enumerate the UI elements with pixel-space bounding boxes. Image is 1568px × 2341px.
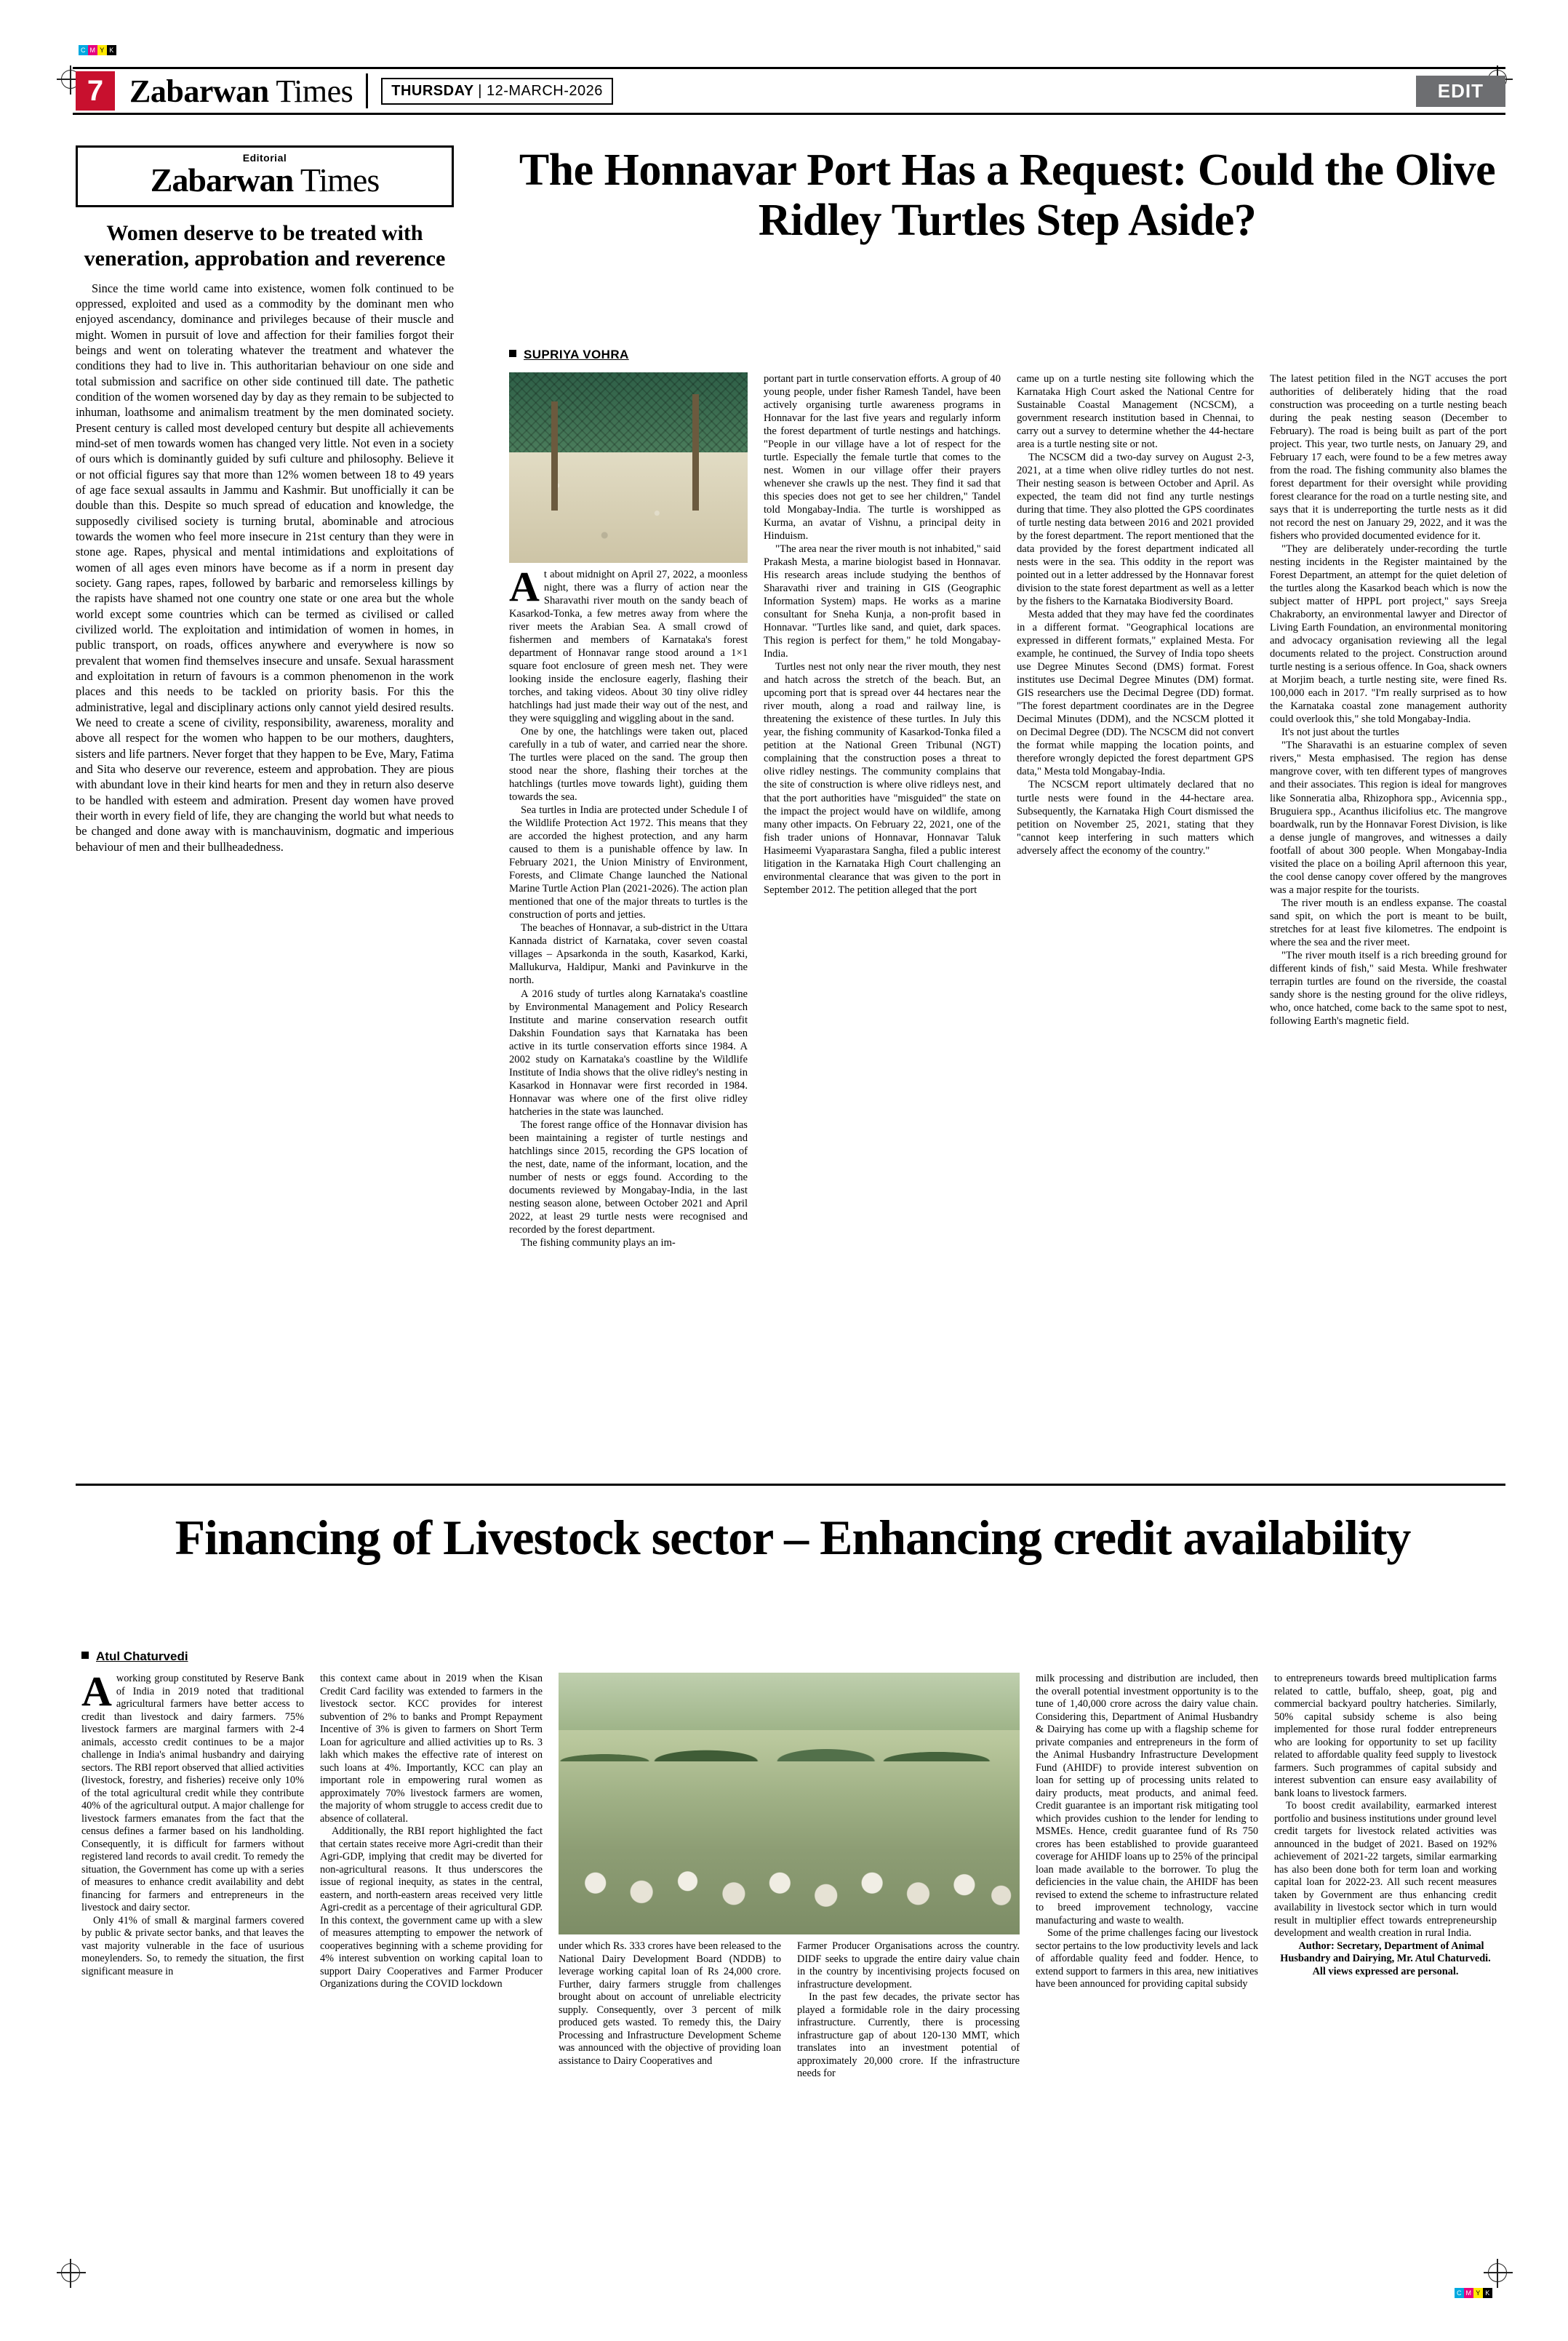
article2-c4-p2: In the past few decades, the private sector has played a formidable role in the dairy processing infrastructure. Currently, there is processing infrastructure gap of about 120-130 MMT, which translates into an investment potential of approximately 20,000 crore. If the infrastructure needs for — [797, 1991, 1020, 2079]
article1-c2-p2: "The area near the river mouth is not inhabited," said Prakash Mesta, a marine biologist based in Honnavar. His research areas include studying the benthos of Sharavathi river and training in GIS (Geographic Information System) maps. He works as a marine consultant for Sneha Kunja, a non-profit based in Honnavar. "Turtles like sand, and quiet, dark spaces. This region is perfect for them," he told Mongabay-India. — [764, 543, 1001, 660]
article2-c3-p1: under which Rs. 333 crores have been released to the National Dairy Development Board (NDDB) to leverage working capital loan of Rs 24,000 crore. Further, dairy farmers struggle from challenges brought about on account of unreliable electricity supply. Consequently, over 3 percent of milk produced gets wasted. To remedy this, the Dairy Processing and Infrastructure Development Scheme was announced with the objective of providing loan assistance to Dairy Cooperatives and — [559, 1940, 781, 2067]
masthead-date — [381, 78, 613, 105]
article2-author-note: Author: Secretary, Department of Animal Husbandry and Dairying, Mr. Atul Chaturvedi. All views expressed are personal. — [1280, 1940, 1491, 1977]
mesh-net-region — [509, 372, 748, 460]
article1-c3-p4: The NCSCM report ultimately declared that no turtle nests were found in the 44-hectare area. Subsequently, the Karnataka High Court dismissed the petition on November 25, 2021, stating that they "cannot keep interfering in such matters which adversely affect the economy of the country." — [1017, 779, 1254, 857]
article2-byline — [81, 1649, 188, 1664]
article1-p3: Sea turtles in India are protected under Schedule I of the Wildlife Protection Act 1972. This means that they are accorded the highest protection, and any harm caused to them is a punishable offence by law. In February 2021, the Union Ministry of Environment, Forests, and Climate Change launched the National Marine Turtle Action Plan (2021-2026). The action plan mentioned that one of the major threats to turtles is the construction of ports and jetties. — [509, 804, 748, 921]
article1-p2: One by one, the hatchlings were taken out, placed carefully in a tub of water, and carried near the shore. The turtles were placed on the sand. The group then stood near the shore, flashing their torches at the hatchlings (turtles move towards light), guiding them towards the sea. — [509, 726, 748, 804]
masthead — [73, 67, 1505, 115]
article1-column-1 — [509, 372, 748, 1249]
masthead-title — [129, 73, 353, 110]
cmyk-c: C — [1455, 2288, 1464, 2298]
article1-c4-p1: The latest petition filed in the NGT accuses the port authorities of deliberately hiding that the road construction was proceeding on a turtle nesting beach during the peak nesting season (December to February). The road is being built as part of the port project. This year, two turtle nests, on January 29, and February 17 each, were found to be a few metres away from the road. The fishing community also blames the forest department for their oversight while providing forest clearance for the road on a turtle nesting site, and says that it is underreporting the turtle nests as it did not record the nest on January 29, 2022, and it was the fishers who provided documented evidence for it. — [1270, 373, 1507, 543]
cmyk-badge-bottom — [1455, 2288, 1492, 2298]
masthead-title-light: Times — [276, 73, 353, 109]
article2-center-subcolumns — [559, 1940, 1020, 2081]
cmyk-m: M — [88, 45, 97, 55]
cmyk-m: M — [1464, 2288, 1473, 2298]
article2-column-1 — [81, 1668, 304, 2081]
page-number: 7 — [76, 71, 115, 111]
sand-region — [509, 452, 748, 563]
article1-p5: A 2016 study of turtles along Karnataka's coastline by Environmental Management and Policy Research Institute and marine conservation research outfit Dakshin Foundation says that Karnataka has been active in its turtle conservation efforts since 1984. A 2002 study on Karnataka's coastline by the Wildlife Institute of India shows that the olive ridley's nesting in Kasarkod in Honnavar were first recorded in 1984. Honnavar was where one of the first olive ridley hatcheries in the state was launched. — [509, 988, 748, 1118]
article1-c2-p1: portant part in turtle conservation efforts. A group of 40 young people, under fisher Ramesh Tandel, have been actively organising turtle awareness programs in Honnavar for the last five years and regularly inform the forest department of turtle nestings and hatchings. "People in our village have a lot of respect for the turtle. Especially the female turtle that comes to the nest. Women in our village offer their prayers whenever she crawls up the nest. They find it sad that this species does not get to see her children," Tandel told Mongabay-India. The turtle is worshipped as Kurma, an avatar of Vishnu, a principal deity in Hinduism. — [764, 373, 1001, 543]
article1-c4-p5: The river mouth is an endless expanse. The coastal sand spit, on which the port is meant to be built, stretches for at least five kilometres. The endpoint is where the sea and the river meet. — [1270, 897, 1507, 948]
editorial-logo-light: Times — [300, 161, 380, 199]
cmyk-k: K — [1483, 2288, 1492, 2298]
article1-column-2 — [764, 372, 1001, 1249]
article2-c6-p1: to entrepreneurs towards breed multiplication farms related to cattle, buffalo, sheep, goat, pig and commercial backyard poultry hatcheries. Similarly, 50% capital subsidy scheme is also being implemented for those rural fodder entrepreneurs who are looking for opportunity to set up facility related to affordable quality feed supply to livestock farmers. Such programmes of capital subsidy and interest subvention can ensure easy availability of bank loans to livestock farmers. — [1274, 1673, 1497, 1799]
article1-c2-p3: Turtles nest not only near the river mouth, they nest and hatch across the stretch of the beach. But, an upcoming port that is spread over 44 hectares near the river mouth, along a road and railway line, is threatening the existence of these turtles. In July this year, the fishing community of Kasarkod-Tonka filed a petition at the National Green Tribunal (NGT) complaining that the construction poses a threat to olive ridley nestings. The community complains that the site of construction is where olive ridleys nest, and that the port authorities have "misguided" the state on the impact the project would have on wildlife, among many other impacts. On February 22, 2021, one of the fish trader unions of Honnavar, Honnavar Taluk Hasimeemi Vyaparastara Sangha, filed a public interest litigation in the Karnataka High Court challenging an environmental clearance that was given to the port in September 2012. The petition alleged that the port — [764, 661, 1001, 896]
article2-column-4 — [797, 1940, 1020, 2081]
cmyk-c: C — [79, 45, 88, 55]
article2-c1-p1-text: working group constituted by Reserve Bank of India in 2019 noted that traditional agricultural farmers have better access to credit than livestock and dairy farmers. 75% livestock farmers are marginal farmers with 2-4 animals, accessto credit continues to be a major challenge in India's animal husbandry and dairying sectors. The RBI report observed that allied activities (livestock, forestry, and fisheries) receive only 10% of the total agricultural credit while they contribute 40% of the agricultural output. A major challenge for livestock farmers emanates from the fact that the census defines a farmer based on his landholding. Consequently, it is difficult for farmers without registered land records to avail credit. To remedy the situation, the Government has come up with a series of measures to enhance credit availability and debt financing for farmers and entrepreneurs in the livestock and dairy sector. — [81, 1673, 304, 1913]
editorial-logo-bold: Zabarwan — [150, 161, 294, 199]
cmyk-badge-top — [79, 45, 116, 55]
section-divider-rule — [76, 1484, 1505, 1486]
article2-column-5 — [1036, 1673, 1258, 2081]
turtle-hatchling-photo — [509, 372, 748, 563]
tree-line-region — [559, 1694, 1020, 1762]
article1-headline: The Honnavar Port Has a Request: Could the Olive Ridley Turtles Step Aside? — [519, 145, 1496, 246]
article1-p4: The beaches of Honnavar, a sub-district in the Uttara Kannada district of Karnataka, cover seven coastal villages – Apsarkonda in the south, Kasarkod, Karki, Mallukurva, Haldipur, Manki and Pavinkurve in the north. — [509, 922, 748, 987]
article1-byline-text: SUPRIYA VOHRA — [524, 348, 629, 361]
article2-c5-p2: Some of the prime challenges facing our livestock sector pertains to the low productivity levels and lack of affordable quality feed and fodder. Hence, to extend support to farmers in this area, new initiatives have been announced for providing capital subsidy — [1036, 1927, 1258, 1990]
article2-c4-p1: Farmer Producer Organisations across the country. DIDF seeks to upgrade the entire dairy value chain in the country by incentivising projects focused on infrastructure development. — [797, 1940, 1020, 1990]
article2-column-6 — [1274, 1673, 1497, 2081]
article1-p6: The forest range office of the Honnavar division has been maintaining a register of turtle nestings and hatchlings since 2015, recording the GPS location of the nest, date, name of the informant, location, and the number of nests or eggs found. According to the documents reviewed by Mongabay-India, in the last nesting season alone, between October 2021 and April 2022, at least 29 turtle nests were recognised and recorded by the forest department. — [509, 1119, 748, 1236]
editorial-logo-title — [85, 161, 444, 199]
article2-column-2 — [320, 1673, 543, 2081]
article1-p1-text: t about midnight on April 27, 2022, a moonless night, there was a flurry of action near the Sharavathi river mouth on the sandy beach of Kasarkod-Tonka, a few metres away from where the river meets the Arabian Sea. A small crowd of fishermen and members of Karnataka's forest department of Honnavar range stood around a 1×1 square foot enclosure of green mesh net. They were looking inside the enclosure eagerly, flashing their torches, and taking videos. About 30 tiny olive ridley hatchlings had just made their way out of the nest, and they were squiggling and wiggling about in the sand. — [509, 569, 748, 725]
cmyk-y: Y — [97, 45, 107, 55]
article2-byline-text: Atul Chaturvedi — [96, 1649, 188, 1663]
article1-c3-p2: The NCSCM did a two-day survey on August 2-3, 2021, at a time when olive ridley turtles do not nest. Their nesting season is between October and April. As expected, the team did not find any turtle nestings during that time. They also plotted the GPS coordinates of turtle nesting data between 2016 and 2021 provided by the forest department. The report mentioned that the data provided by the forest department indicated all nests were in the sea. This oddity in the report was pointed out in a letter addressed by the Honnavar forest division to the state forest department as well as a letter by the fishers to the Karnataka Biodiversity Board. — [1017, 452, 1254, 608]
article1-column-3 — [1017, 372, 1254, 1249]
article2-c1-p1 — [81, 1668, 304, 1915]
registration-mark-bottom-right — [1488, 2263, 1507, 2282]
article1-c3-p3: Mesta added that they may have fed the coordinates in a different format. "Geographical locations are expressed in different formats," explained Mesta. For example, he continued, the Survey of India topo sheets use Degree Minutes Second (DMS) format. Forest institutes use Decimal Degree Minutes (DM) format. GIS researchers use the Decimal Degree (DD) format. "The forest department coordinates are in the Degree Decimal Minutes (DDM), and the NCSCM plotted it on Decimal Degree (DD). The NCSCM did not convert the format while mapping the location points, and therefore wrongly depicted the forest department GPS data," Mesta told Mongabay-India. — [1017, 609, 1254, 778]
article1-c4-p4: "The Sharavathi is an estuarine complex of seven rivers," Mesta emphasised. The region has dense mangrove cover, with ten different types of mangroves and their associates. This region is ideal for mangroves like Sonneratia alba, Rhizophora spp., Avicennia spp., Bruguiera spp., Acanthus ilicifolius etc. The mangrove boardwalk, run by the Honnavar Forest Division, is like a dense jungle of mangroves, and witnesses a daily footfall of about 300 people. When Mongabay-India visited the place on a boiling April afternoon this year, the cool dense canopy cover offered by the mangroves was a major respite for the tourists. — [1270, 740, 1507, 896]
post-right — [692, 394, 699, 511]
flock-region — [559, 1830, 1020, 1918]
article1-c3-p1: came up on a turtle nesting site following which the Karnataka High Court asked the National Centre for Sustainable Coastal Management (NCSCM), a government research institution based in Chennai, to carry out a survey to determine whether the 44-hectare area is a turtle nesting site or not. — [1017, 373, 1254, 451]
editorial-logo — [76, 145, 454, 207]
masthead-title-bold: Zabarwan — [129, 73, 269, 109]
editorial-label: Editorial — [242, 152, 287, 164]
article2-dropcap: A — [81, 1668, 112, 1715]
article2-c5-p1: milk processing and distribution are included, then the overall potential investment opportunity is to the tune of 1,40,000 crore across the dairy value chain. Considering this, Department of Animal Husbandry & Dairying has come up with a flagship scheme for private companies and entrepreneurs in the form of the Animal Husbandry Infrastructure Development Fund (AHIDF) to provide interest subvention on loan for setting up of processing units related to dairy products, meat products, and animal feed. Credit guarantee is an important risk mitigating tool which provides cushion to the lender for lending to MSMEs. Hence, credit guarantee fund of Rs 750 crores has been established to provide guaranteed coverage for AHIDF loans up to 25% of the principal loan made available to the borrower. To plug the deficiencies in the value chain, the AHIDF has been revised to extend the scheme to infrastructure related to breed improvement technology, vaccine manufacturing and waste to wealth. — [1036, 1673, 1258, 1926]
section-tag: EDIT — [1416, 76, 1505, 107]
cmyk-k: K — [107, 45, 116, 55]
article2-c1-p2: Only 41% of small & marginal farmers covered by public & private sector banks, and that leaves the vast majority vulnerable in the face of usurious moneylenders. So, to remedy the situation, the first significant measure in — [81, 1914, 304, 1977]
sheep-flock-photo — [559, 1673, 1020, 1934]
article1-p7: The fishing community plays an im- — [521, 1236, 676, 1249]
editorial-paragraph: Since the time world came into existence, women folk continued to be oppressed, exploited and used as a commodity by the dominant men who enjoyed ascendancy, dominance and privileges because of their muscle and might. Women in pursuit of love and affection for their families forgot their beings and went on tolerating whatever the treatment and whatever the conditions they had to live in. This authoritarian behaviour on one side and total submission and sacrifice on other side continued till date. The pathetic condition of the women worsened day by day as they remain to be subjected to inhuman, loathsome and animalism treatment by the men dominated society. Present century is called most developed century but despite all achievements mind-set of men towards women has changed very little. Not even in a society of ours which is dominantly guided by sufi culture and philosophy. Believe it or not official figures say that more than 12% women between 18 to 49 years of age face sexual assaults in Jammu and Kashmir. But unofficially it can be double than this. Despite so much spread of education and knowledge, the supposedly civilised society is turning brutal, abominable and atrocious towards the women who feel more insecure in 21st century than they were in stone age. Rapes, physical and mental intimidations and exploitations of women of all ages even minors have become as if a norm in present day society. Gang rapes, rapes, followed by barbaric and remorseless killings by the rapists have shamed not one country one state or one area but the whole world except some countries which can be termed as civilised or called civilized world. The exploitation and intimidation of women in homes, in public transport, on roads, offices anywhere and everywhere is now so prevalent that women find themselves insecure and unsafe. Sexual harassment and exploitation in return of favours is a common phenomenon in the work places and this needs to be tackled on priority basis. For this the administrative, legal and disciplinary actions only cannot yield desired results. We need to create a scene of civility, responsibility, awareness, morality and above all respect for the women who happen to be our mothers, daughters, sisters and life partners. Never forget that they happen to be Eve, Mary, Fatima and Sita who deserve our reverence, esteem and approbation. They are pious with abundant love in their kind hearts for men and they in return also deserve to be handled with esteem and admiration. Present day women have proved their worth in every field of life, they are changing the world but what needs to be changed and done away with is manchauvinism, dogmatic and imperious behaviour of men and their bullheadedness. — [76, 281, 454, 854]
masthead-date-value: | 12-MARCH-2026 — [478, 82, 603, 99]
article1-columns — [509, 372, 1507, 1249]
masthead-divider — [366, 73, 368, 108]
article2-c2-p1: this context came about in 2019 when the Kisan Credit Card facility was extended to farmers in the livestock sector. KCC provides for interest subvention of 2% to banks and Prompt Repayment Incentive of 3% is given to farmers on Short Term Loan for agriculture and allied activities up to Rs. 3 lakh which makes the effective rate of interest on such loans at 4%. Importantly, KCC can play an important role in empowering rural women as approximately 70% livestock farmers are women, the majority of whom struggle to access credit due to absence of collateral. — [320, 1673, 543, 1825]
editorial-column — [76, 145, 454, 855]
article2-center-block — [559, 1673, 1020, 2081]
article2-column-3 — [559, 1940, 781, 2081]
article1-c4-p2: "They are deliberately under-recording the turtle nesting incidents in the Register maintained by the Forest Department, an attempt for the quiet deletion of the turtles along the Kasarkod beach which is now the subject matter of HPPL port project," says Sreeja Chakraborty, an environmental lawyer and Director of Living Earth Foundation, an environmental monitoring and advocacy organisation reviewing all the legal documents related to the project. Construction around turtle nesting is a serious offence. In Goa, shack owners at Morjim beach, a turtle nesting site, were fined Rs. 100,000 each in 2017. "I'm really surprised as to how the Karnataka coastal zone management authority could overlook this," she told Mongabay-India. — [1270, 543, 1507, 726]
post-left — [551, 401, 558, 511]
article1-byline — [509, 348, 629, 362]
article2-c6-p2: To boost credit availability, earmarked interest portfolio and business institutions under ground level credit targets for livestock related activities was announced in the budget of 2021. Based on 192% achievement of 2021-22 targets, similar earmarking has also been done both for term loan and working capital loan for 2022-23. All such recent measures taken by Government are thus enhancing credit availability in livestock sector which in turn would result in multiplier effect towards entrepreneurship development and wealth creation in rural India. — [1274, 1800, 1497, 1939]
article1-c4-p6: "The river mouth itself is a rich breeding ground for different kinds of fish," said Mesta. While freshwater terrapin turtles are found on the riverside, the coastal sandy shore is the nesting ground for the olive ridleys, who, once hatched, come back to the same spot to nest, following Earth's magnetic field. — [1270, 949, 1507, 1027]
registration-mark-bottom-left — [61, 2263, 80, 2282]
article2-headline: Financing of Livestock sector – Enhancing credit availability — [175, 1510, 1411, 1565]
editorial-headline: Women deserve to be treated with veneration, approbation and reverence — [84, 221, 446, 271]
article1-column-4 — [1270, 372, 1507, 1249]
article1-c4-p3: It's not just about the turtles — [1281, 727, 1399, 739]
article2-c2-p2: Additionally, the RBI report highlighted the fact that certain states receive more Agri-credit than their Agri-GDP, implying that credit may be diverted for non-agricultural reasons. It thus underscores the issue of regional inequity, as states in the central, eastern, and north-eastern areas received very little Agri-credit as a percentage of their agricultural GDP. In this context, the government came up with a slew of measures attempting to empower the network of cooperatives beginning with a scheme providing for 4% interest subvention on working capital loan to support Dairy Cooperatives and Farmer Producer Organizations during the COVID lockdown — [320, 1825, 543, 1990]
cmyk-y: Y — [1473, 2288, 1483, 2298]
bullet-square-icon — [81, 1652, 89, 1659]
article1-dropcap: A — [509, 563, 540, 610]
editorial-body — [76, 281, 454, 855]
masthead-day: THURSDAY — [391, 82, 474, 99]
article2-columns — [81, 1668, 1507, 2081]
article1-p1 — [509, 563, 748, 725]
bullet-square-icon — [509, 350, 516, 357]
